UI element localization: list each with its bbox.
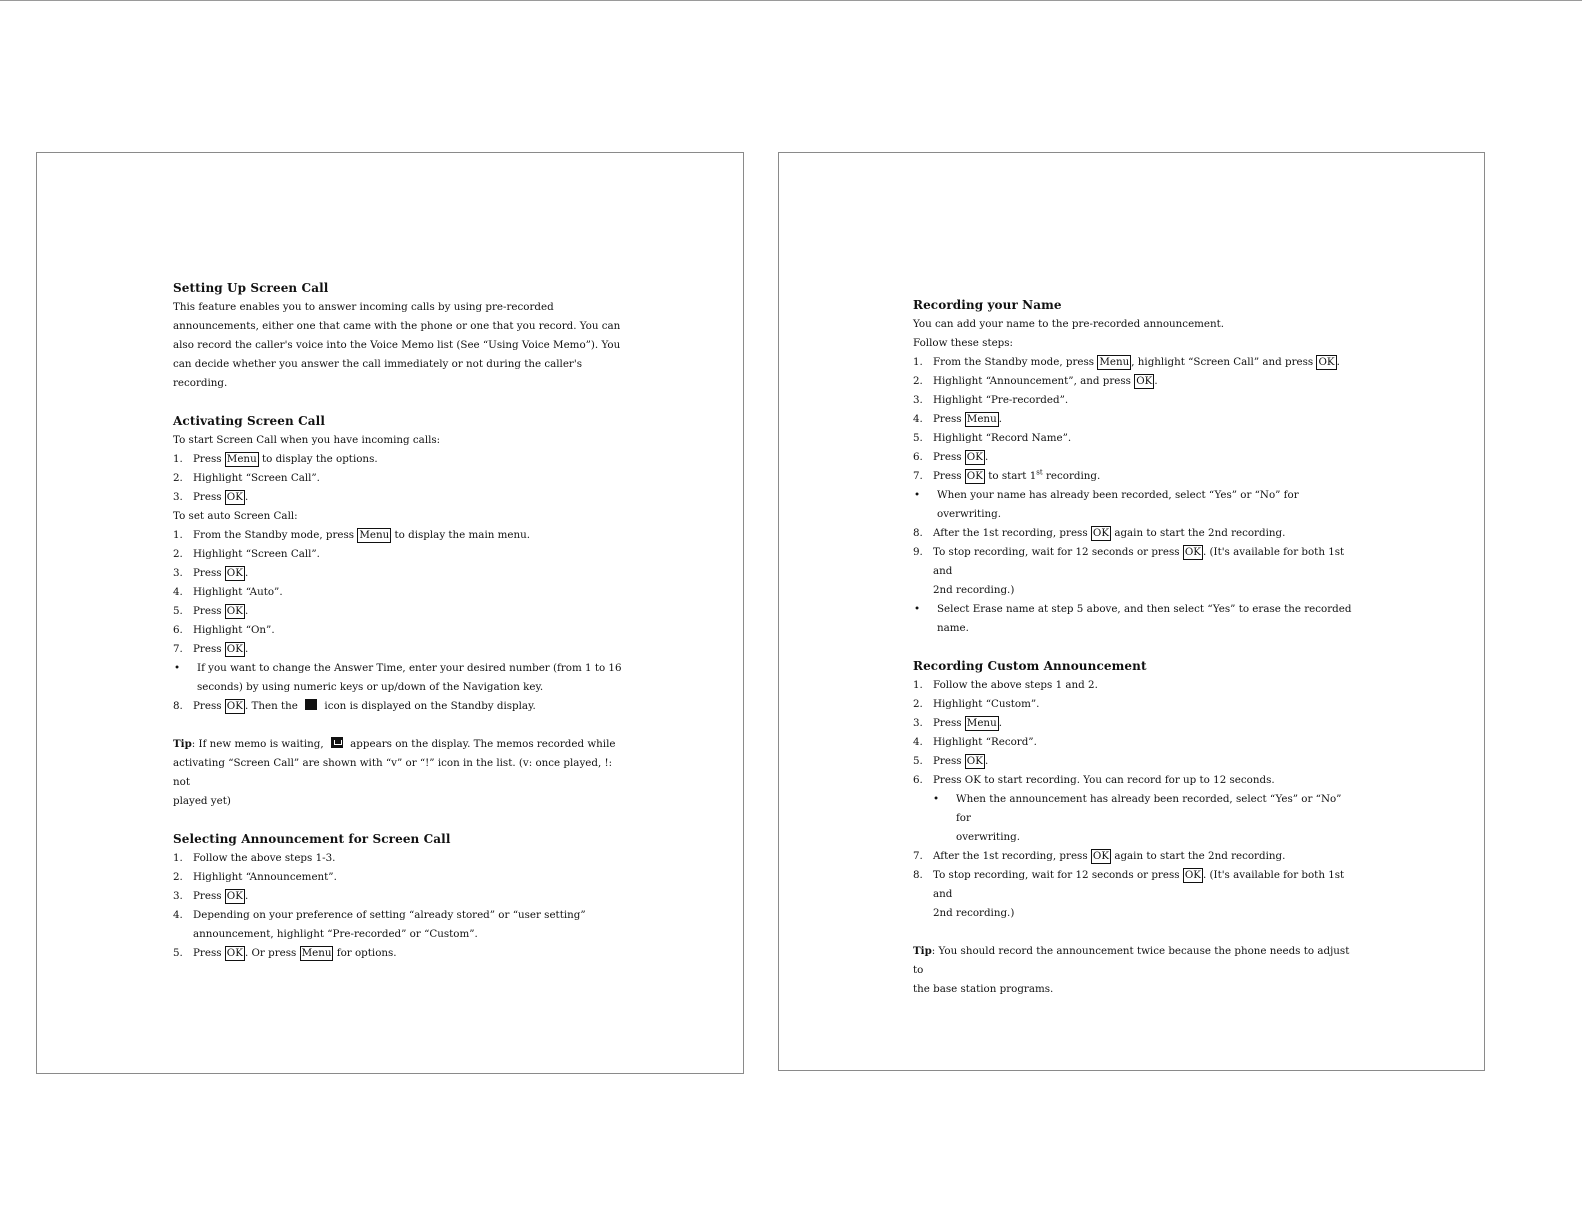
list-item: 7. Press OK to start 1st recording. (913, 468, 1101, 482)
setup-line: recording. (173, 377, 228, 389)
menu-key: Menu (966, 717, 997, 729)
menu-key: Menu (226, 453, 257, 465)
menu-key: Menu (1099, 356, 1130, 368)
list-item: 9. To stop recording, wait for 12 seconds or press OK . (It's available for both 1st and 2nd recording.) (913, 546, 1345, 596)
list-item: 7. Press OK . (173, 643, 249, 655)
list-item: 2. Highlight “Announcement”, and press OK . (913, 375, 1158, 387)
list-item: 5. Press OK . (173, 605, 249, 617)
left-column (173, 279, 623, 963)
ok-key: OK (226, 890, 243, 902)
list-item: 3. Press OK . (173, 890, 249, 902)
menu-key: Menu (359, 529, 390, 541)
list-item: 2. Highlight “Custom”. (913, 698, 1040, 710)
ok-key: OK (1136, 375, 1153, 387)
ok-key: OK (226, 605, 243, 617)
screen-call-icon (305, 699, 317, 710)
selecting-heading: Selecting Announcement for Screen Call (173, 832, 451, 846)
bullet-item: • If you want to change the Answer Time, enter your desired number (from 1 to 16 seconds) by using numeric keys or up/down of the Navigation key. (174, 662, 622, 693)
tip-paragraph: Tip: If new memo is waiting, appears on the display. The memos recorded while (173, 738, 616, 750)
ok-key: OK (226, 643, 243, 655)
ok-key: OK (1318, 356, 1335, 368)
list-item: 5. Press OK . Or press Menu for options. (173, 947, 397, 959)
list-item: 4. Depending on your preference of setting “already stored” or “user setting” announcement, highlight “Pre-recorded” or “Custom”. (173, 909, 586, 940)
activating-heading: Activating Screen Call (173, 414, 325, 428)
list-item: 8. To stop recording, wait for 12 seconds or press OK . (It's available for both 1st and 2nd recording.) (913, 869, 1345, 919)
list-item: 6. Press OK to start recording. You can record for up to 12 seconds. (913, 774, 1275, 786)
list-item: 5. Highlight “Record Name”. (913, 432, 1072, 444)
ok-key: OK (226, 700, 243, 712)
page-left (36, 152, 744, 1074)
list-item: 4. Press Menu . (913, 413, 1002, 425)
ok-key: OK (226, 947, 243, 959)
voice-memo-icon (331, 737, 343, 748)
ok-key: OK (1184, 869, 1201, 881)
list-item: 2. Highlight “Screen Call”. (173, 548, 320, 560)
tip-line: activating “Screen Call” are shown with “v” or “!” icon in the list. (v: once played, !: not (173, 757, 613, 788)
list-item: 6. Highlight “On”. (173, 624, 275, 636)
bullet-item: • When your name has already been recorded, select “Yes” or “No” for overwriting. (914, 489, 1299, 520)
right-column (913, 296, 1353, 999)
setup-heading: Setting Up Screen Call (173, 281, 329, 295)
name-intro: Follow these steps: (913, 337, 1014, 349)
list-item: 3. Highlight “Pre-recorded”. (913, 394, 1069, 406)
tip-line: the base station programs. (913, 983, 1054, 995)
auto-intro: To set auto Screen Call: (173, 510, 298, 522)
setup-line: can decide whether you answer the call immediately or not during the caller's (173, 358, 582, 370)
ok-key: OK (1092, 527, 1110, 539)
list-item: 3. Press Menu . (913, 717, 1002, 729)
name-intro: You can add your name to the pre-recorded announcement. (913, 318, 1225, 330)
list-item: 5. Press OK . (913, 755, 989, 767)
ok-key: OK (966, 755, 983, 767)
bullet-item: • When the announcement has already been recorded, select “Yes” or “No” for overwriting. (933, 793, 1342, 843)
list-item: 1. From the Standby mode, press Menu , highlight “Screen Call” and press OK . (913, 356, 1340, 368)
list-item: 3. Press OK . (173, 567, 249, 579)
list-item: 2. Highlight “Screen Call”. (173, 472, 320, 484)
page-right (778, 152, 1485, 1071)
ok-key: OK (226, 491, 243, 503)
setup-line: also record the caller's voice into the Voice Memo list (See “Using Voice Memo”). You (173, 339, 621, 351)
ok-key: OK (226, 567, 243, 579)
list-item: 2. Highlight “Announcement”. (173, 871, 337, 883)
menu-key: Menu (966, 413, 997, 425)
list-item: 6. Press OK . (913, 451, 989, 463)
tip-line: played yet) (173, 795, 231, 807)
list-item: 4. Highlight “Auto”. (173, 586, 283, 598)
list-item: 8. After the 1st recording, press OK again to start the 2nd recording. (913, 527, 1286, 539)
list-item: 1. Press Menu to display the options. (173, 453, 378, 465)
tip-paragraph: Tip: You should record the announcement twice because the phone needs to adjust to (913, 945, 1350, 976)
ok-key: OK (966, 451, 983, 463)
ok-key: OK (1184, 546, 1201, 558)
list-item: 3. Press OK . (173, 491, 249, 503)
bullet-item: • Select Erase name at step 5 above, and then select “Yes” to erase the recorded name. (914, 603, 1352, 634)
list-item: 7. After the 1st recording, press OK again to start the 2nd recording. (913, 850, 1286, 862)
ok-key: OK (1092, 850, 1110, 862)
setup-line: This feature enables you to answer incoming calls by using pre-recorded (173, 301, 554, 313)
list-item: 1. From the Standby mode, press Menu to display the main menu. (173, 529, 531, 541)
list-item: 4. Highlight “Record”. (913, 736, 1037, 748)
ok-key: OK (966, 470, 983, 482)
recording-name-heading: Recording your Name (913, 298, 1062, 312)
top-rule (0, 0, 1582, 1)
menu-key: Menu (301, 947, 332, 959)
list-item: 8. Press OK . Then the icon is displayed on the Standby display. (173, 700, 536, 712)
activating-intro: To start Screen Call when you have incoming calls: (173, 434, 441, 446)
list-item: 1. Follow the above steps 1-3. (173, 852, 336, 864)
custom-announcement-heading: Recording Custom Announcement (913, 659, 1147, 673)
setup-line: announcements, either one that came with the phone or one that you record. You can (173, 320, 621, 332)
list-item: 1. Follow the above steps 1 and 2. (913, 679, 1098, 691)
